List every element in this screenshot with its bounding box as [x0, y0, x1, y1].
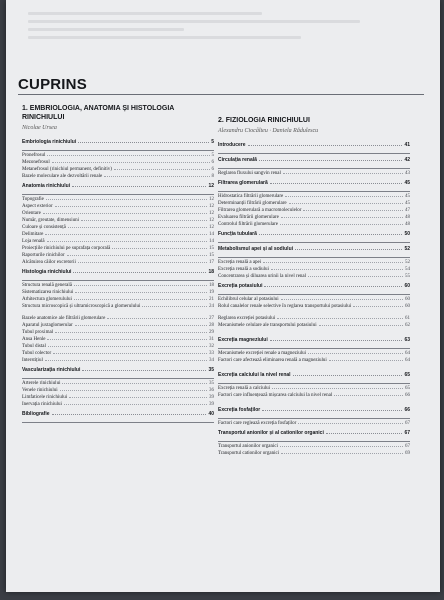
toc-entry-page: 6 [211, 167, 214, 172]
toc-entry-page: 18 [209, 283, 214, 288]
section-heading-page: 63 [404, 337, 410, 343]
toc-entry [218, 221, 410, 228]
dot-leader [142, 306, 207, 307]
toc-entry [218, 357, 410, 369]
toc-entry-page: 14 [209, 239, 214, 244]
toc-entry-label: Bazele anatomice ale filtrării glomerulare [22, 316, 106, 321]
toc-entry-label: Metanefrosul (rinichiul permanent, definitiv) [22, 167, 112, 172]
dot-leader [262, 410, 402, 411]
dot-leader [60, 390, 207, 391]
dot-leader [289, 203, 403, 204]
toc-entry-label: Reglarea fluxului sangvin renal [218, 171, 281, 176]
toc-entry [218, 350, 410, 357]
dot-leader [112, 248, 207, 249]
page-title: CUPRINS [18, 76, 87, 93]
toc-section [218, 231, 410, 243]
toc-entry [218, 315, 410, 322]
toc-entry [218, 450, 410, 457]
toc-section [218, 246, 410, 280]
toc-section [218, 142, 410, 154]
toc-entry-label: Reglarea excreției potasiului [218, 316, 276, 321]
toc-entry-label: Evaluarea filtrării glomerulare [218, 215, 279, 220]
dot-leader [55, 206, 207, 207]
section-heading-page: 18 [208, 269, 214, 275]
toc-entry [22, 387, 214, 394]
toc-entry-label: Arterele rinichiului [22, 381, 61, 386]
book-page [6, 0, 440, 592]
toc-entry-label: Arhitectura glomerulului [22, 297, 72, 302]
toc-entry-label: Loja renală [22, 239, 45, 244]
toc-entry-label: Determinanții filtrării glomerulare [218, 201, 287, 206]
toc-entry-page: 60 [405, 304, 410, 309]
toc-entry-label: Proiecțiile rinichiului pe suprafața corporală [22, 246, 111, 251]
section-heading-page: 12 [208, 183, 214, 189]
dot-leader [52, 414, 207, 415]
toc-entry-page: 55 [405, 274, 410, 279]
toc-entry-label: Mecanismele celulare ale transportului potasiului [218, 323, 317, 328]
section-heading-label: Introducere [218, 142, 246, 148]
toc-section [218, 407, 410, 427]
toc-entry-page: 64 [405, 351, 410, 356]
dot-leader [46, 199, 207, 200]
dot-leader [308, 276, 403, 277]
section-heading [218, 337, 410, 349]
toc-entry-label: Raporturile rinichilor [22, 253, 65, 258]
dot-leader [334, 395, 403, 396]
section-heading-label: Excreția fosfaților [218, 407, 261, 413]
section-heading-page: 42 [404, 157, 410, 163]
toc-entry [22, 401, 214, 408]
section-heading [218, 231, 410, 243]
toc-entry-page: 34 [209, 358, 214, 363]
toc-entry-page: 12 [209, 225, 214, 230]
section-heading-label: Funcția tubulară [218, 231, 257, 237]
section-heading-label: Bibliografie [22, 411, 50, 417]
toc-entry-label: Mezonefrosul [22, 160, 50, 165]
dot-leader [308, 353, 403, 354]
toc-entry-page: 66 [405, 393, 410, 398]
toc-entry-label: Aparatul juxtaglomerular [22, 323, 73, 328]
toc-entry-label: Alcătuirea căilor excretorii [22, 260, 76, 265]
section-heading-label: Embriologia rinichiului [22, 139, 77, 145]
toc-section [22, 411, 214, 423]
toc-column-left [22, 104, 214, 426]
dot-leader [298, 423, 403, 424]
toc-entry-page: 12 [209, 218, 214, 223]
toc-entry-page: 32 [209, 344, 214, 349]
dot-leader [281, 217, 403, 218]
chapter-authors: Alexandru Ciocâlteu · Daniela Rădulescu [218, 128, 319, 134]
toc-entry-label: Echilibrul celular al potasiului [218, 297, 279, 302]
toc-entry [218, 207, 410, 214]
toc-entry [22, 245, 214, 252]
dot-leader [69, 397, 207, 398]
toc-entry [218, 214, 410, 221]
dot-leader [47, 339, 207, 340]
toc-section [218, 372, 410, 404]
toc-entry [22, 252, 214, 259]
toc-entry-label: Pronefrosul [22, 153, 46, 158]
toc-entry-page: 52 [405, 260, 410, 265]
toc-entry-label: Excreția renală a sodiului [218, 267, 269, 272]
dot-leader [293, 375, 403, 376]
toc-entry-label: Rolul canalelor renale selective în reglarea transportului potasiului [218, 304, 352, 309]
toc-entry-page: 8 [211, 174, 214, 179]
toc-entry-label: Inervația rinichiului [22, 402, 62, 407]
dot-leader [280, 446, 403, 447]
toc-entry-page: 19 [209, 290, 214, 295]
toc-entry-label: Delimitare [22, 232, 44, 237]
dot-leader [53, 353, 207, 354]
toc-entry-page: 43 [405, 171, 410, 176]
section-heading-label: Filtrarea glomerulară [218, 180, 268, 186]
toc-entry [218, 273, 410, 280]
section-heading-page: 35 [208, 367, 214, 373]
toc-entry [22, 217, 214, 224]
section-heading [218, 180, 410, 192]
dot-leader [52, 162, 210, 163]
section-heading [22, 269, 214, 281]
section-heading-page: 5 [211, 139, 214, 145]
toc-entry-page: 15 [209, 246, 214, 251]
dot-leader [72, 186, 206, 187]
toc-entry-page: 21 [209, 297, 214, 302]
dot-leader [55, 332, 207, 333]
section-heading-label: Anatomia rinichiului [22, 183, 71, 189]
dot-leader [281, 299, 403, 300]
dot-leader [48, 346, 207, 347]
toc-entry-label: Sistematizarea rinichiului [22, 290, 74, 295]
dot-leader [295, 249, 402, 250]
toc-entry [218, 200, 410, 207]
chapter-title: 2. FIZIOLOGIA RINICHIULUI [218, 117, 310, 124]
toc-entry-label: Structura microscopică și ultramicroscopică a glomerulului [22, 304, 141, 309]
dot-leader [272, 388, 403, 389]
toc-section [218, 180, 410, 228]
dot-leader [62, 383, 207, 384]
dot-leader [78, 142, 209, 143]
toc-entry-page: 29 [209, 330, 214, 335]
toc-entry-label: Topografie [22, 197, 44, 202]
toc-entry [218, 266, 410, 273]
toc-entry-page: 12 [209, 197, 214, 202]
toc-entry [22, 296, 214, 303]
toc-entry [22, 203, 214, 210]
section-heading [22, 367, 214, 379]
dot-leader [285, 196, 403, 197]
toc-entry-label: Culoare și consistență [22, 225, 66, 230]
toc-entry-page: 5 [211, 153, 214, 158]
dot-leader [104, 176, 209, 177]
section-heading-label: Excreția magneziului [218, 337, 268, 343]
toc-entry [22, 152, 214, 159]
toc-entry [22, 303, 214, 315]
toc-entry [22, 322, 214, 329]
toc-entry-label: Transportul anionilor organici [218, 444, 278, 449]
toc-entry-page: 48 [405, 215, 410, 220]
dot-leader [68, 227, 207, 228]
toc-entry-label: Orientare [22, 211, 41, 216]
toc-entry-page: 67 [405, 444, 410, 449]
toc-entry [22, 196, 214, 203]
toc-entry-label: Controlul filtrării glomerulare [218, 222, 278, 227]
dot-leader [277, 318, 403, 319]
toc-entry [22, 380, 214, 387]
toc-entry [22, 329, 214, 336]
section-heading-page: 52 [404, 246, 410, 252]
toc-entry [22, 336, 214, 343]
dot-leader [81, 220, 207, 221]
toc-section [218, 430, 410, 457]
toc-entry [22, 166, 214, 173]
section-heading [218, 246, 410, 258]
toc-section [218, 157, 410, 177]
toc-entry [218, 322, 410, 334]
toc-entry [218, 170, 410, 177]
toc-entry-label: Excreția renală a calciului [218, 386, 271, 391]
section-heading [218, 430, 410, 442]
dot-leader [319, 325, 403, 326]
toc-entry [22, 210, 214, 217]
toc-entry-page: 39 [209, 395, 214, 400]
section-heading-page: 65 [404, 372, 410, 378]
section-heading [218, 283, 410, 295]
toc-entry-label: Interstițiul [22, 358, 43, 363]
toc-entry-label: Ansa Henle [22, 337, 46, 342]
dot-leader [248, 145, 403, 146]
toc-section [218, 283, 410, 334]
toc-entry [218, 420, 410, 427]
toc-entry-label: Tubul proximal [22, 330, 54, 335]
toc-section [22, 269, 214, 364]
section-heading-label: Metabolismul apei și al sodiului [218, 246, 294, 252]
section-heading [218, 407, 410, 419]
dot-leader [283, 173, 403, 174]
toc-entry-page: 39 [209, 402, 214, 407]
toc-entry-page: 69 [405, 451, 410, 456]
toc-entry-label: Hidrostatica filtrării glomerulare [218, 194, 284, 199]
toc-entry-label: Tubul distal [22, 344, 46, 349]
toc-entry-page: 17 [209, 260, 214, 265]
dot-leader [75, 292, 207, 293]
dot-leader [47, 241, 207, 242]
toc-entry [22, 315, 214, 322]
toc-entry [218, 392, 410, 404]
toc-entry-page: 6 [211, 160, 214, 165]
toc-entry-label: Mecanismele excreției renale a magneziului [218, 351, 307, 356]
toc-entry [22, 159, 214, 166]
section-heading-page: 60 [404, 283, 410, 289]
dot-leader [73, 272, 206, 273]
toc-entry [22, 259, 214, 266]
dot-leader [45, 234, 207, 235]
toc-entry [22, 238, 214, 245]
toc-entry-page: 12 [209, 211, 214, 216]
toc-entry-label: Factori care reglează excreția fosfaților [218, 421, 297, 426]
section-heading [22, 411, 214, 423]
section-heading-label: Histologia rinichiului [22, 269, 72, 275]
title-divider [18, 94, 424, 95]
toc-section [218, 337, 410, 369]
toc-entry [218, 193, 410, 200]
dot-leader [75, 325, 207, 326]
dot-leader [329, 360, 403, 361]
section-heading-page: 41 [404, 142, 410, 148]
toc-entry-label: Număr, greutate, dimensiuni [22, 218, 80, 223]
toc-entry [22, 357, 214, 364]
section-heading-label: Transportul anionilor și al cationilor organici [218, 430, 324, 436]
toc-entry-page: 64 [405, 358, 410, 363]
section-heading [22, 139, 214, 151]
dot-leader [43, 213, 207, 214]
toc-entry-label: Factori care afectează eliminarea renală a magneziului [218, 358, 327, 363]
dot-leader [270, 183, 403, 184]
dot-leader [353, 306, 403, 307]
toc-entry-label: Venele rinichiului [22, 388, 58, 393]
toc-section [22, 367, 214, 408]
section-heading-page: 45 [404, 180, 410, 186]
dot-leader [303, 210, 403, 211]
toc-entry [22, 224, 214, 231]
section-heading [218, 157, 410, 169]
dot-leader [326, 433, 403, 434]
toc-entry-page: 14 [209, 232, 214, 237]
chapter-title: 1. EMBRIOLOGIA, ANATOMIA ȘI HISTOLOGIA RINICHIULUI [22, 105, 175, 121]
toc-entry-page: 60 [405, 297, 410, 302]
toc-entry [218, 296, 410, 303]
dot-leader [82, 370, 206, 371]
section-heading-label: Circulația renală [218, 157, 257, 163]
section-heading-page: 40 [208, 411, 214, 417]
dot-leader [114, 169, 210, 170]
section-heading-page: 66 [404, 407, 410, 413]
toc-entry [218, 303, 410, 315]
toc-entry-page: 67 [405, 421, 410, 426]
toc-entry-page: 24 [209, 304, 214, 309]
toc-section [22, 183, 214, 266]
toc-entry [218, 443, 410, 450]
toc-entry [22, 173, 214, 180]
toc-entry-label: Transportul cationilor organici [218, 451, 280, 456]
toc-entry-page: 61 [405, 316, 410, 321]
toc-entry-page: 12 [209, 204, 214, 209]
dot-leader [45, 360, 207, 361]
toc-entry-label: Concentrarea și diluarea urinii la nivel renal [218, 274, 307, 279]
section-heading [218, 142, 410, 154]
chapter-authors: Nicolae Ursea [22, 125, 57, 131]
toc-entry-label: Bazele moleculare ale dezvoltării renale [22, 174, 103, 179]
section-heading-label: Excreția potasiului [218, 283, 263, 289]
toc-entry [22, 350, 214, 357]
section-heading [218, 372, 410, 384]
dot-leader [271, 269, 403, 270]
dot-leader [264, 286, 402, 287]
dot-leader [281, 453, 403, 454]
toc-entry-page: 65 [405, 386, 410, 391]
dot-leader [263, 262, 403, 263]
toc-entry-label: Limfaticele rinichiului [22, 395, 68, 400]
section-heading-page: 67 [404, 430, 410, 436]
toc-entry-label: Factori care influențează mișcarea calciului la nivel renal [218, 393, 333, 398]
section-heading-label: Vascularizația rinichiului [22, 367, 81, 373]
toc-entry-label: Tubul colector [22, 351, 52, 356]
toc-entry-page: 27 [209, 316, 214, 321]
toc-entry-page: 35 [209, 381, 214, 386]
toc-column-right [218, 116, 410, 460]
toc-entry-page: 15 [209, 253, 214, 258]
toc-entry-page: 36 [209, 388, 214, 393]
toc-entry-label: Structura renală generală [22, 283, 72, 288]
toc-entry-page: 31 [209, 337, 214, 342]
toc-entry-page: 45 [405, 194, 410, 199]
dot-leader [67, 255, 207, 256]
dot-leader [107, 318, 207, 319]
section-heading-page: 50 [404, 231, 410, 237]
toc-entry-label: Filtrarea glomerulară a macromoleculelor [218, 208, 302, 213]
toc-entry-page: 48 [405, 222, 410, 227]
dot-leader [78, 262, 207, 263]
toc-entry [22, 343, 214, 350]
toc-entry-page: 33 [209, 351, 214, 356]
toc-entry [218, 385, 410, 392]
dot-leader [74, 285, 207, 286]
dot-leader [64, 404, 207, 405]
dot-leader [47, 155, 209, 156]
bleed-through-text [28, 12, 418, 46]
toc-entry-page: 47 [405, 208, 410, 213]
toc-entry-page: 28 [209, 323, 214, 328]
dot-leader [270, 340, 403, 341]
toc-entry [22, 394, 214, 401]
dot-leader [259, 234, 403, 235]
toc-entry [22, 289, 214, 296]
toc-entry [22, 231, 214, 238]
section-heading [22, 183, 214, 195]
toc-entry-page: 54 [405, 267, 410, 272]
dot-leader [74, 299, 207, 300]
dot-leader [280, 224, 403, 225]
toc-entry-page: 45 [405, 201, 410, 206]
toc-entry-label: Excreția renală a apei [218, 260, 262, 265]
toc-section [22, 139, 214, 180]
toc-entry [218, 259, 410, 266]
dot-leader [259, 160, 403, 161]
toc-entry [22, 282, 214, 289]
toc-entry-page: 62 [405, 323, 410, 328]
toc-entry-label: Aspect exterior [22, 204, 53, 209]
section-heading-label: Excreția calciului la nivel renal [218, 372, 291, 378]
